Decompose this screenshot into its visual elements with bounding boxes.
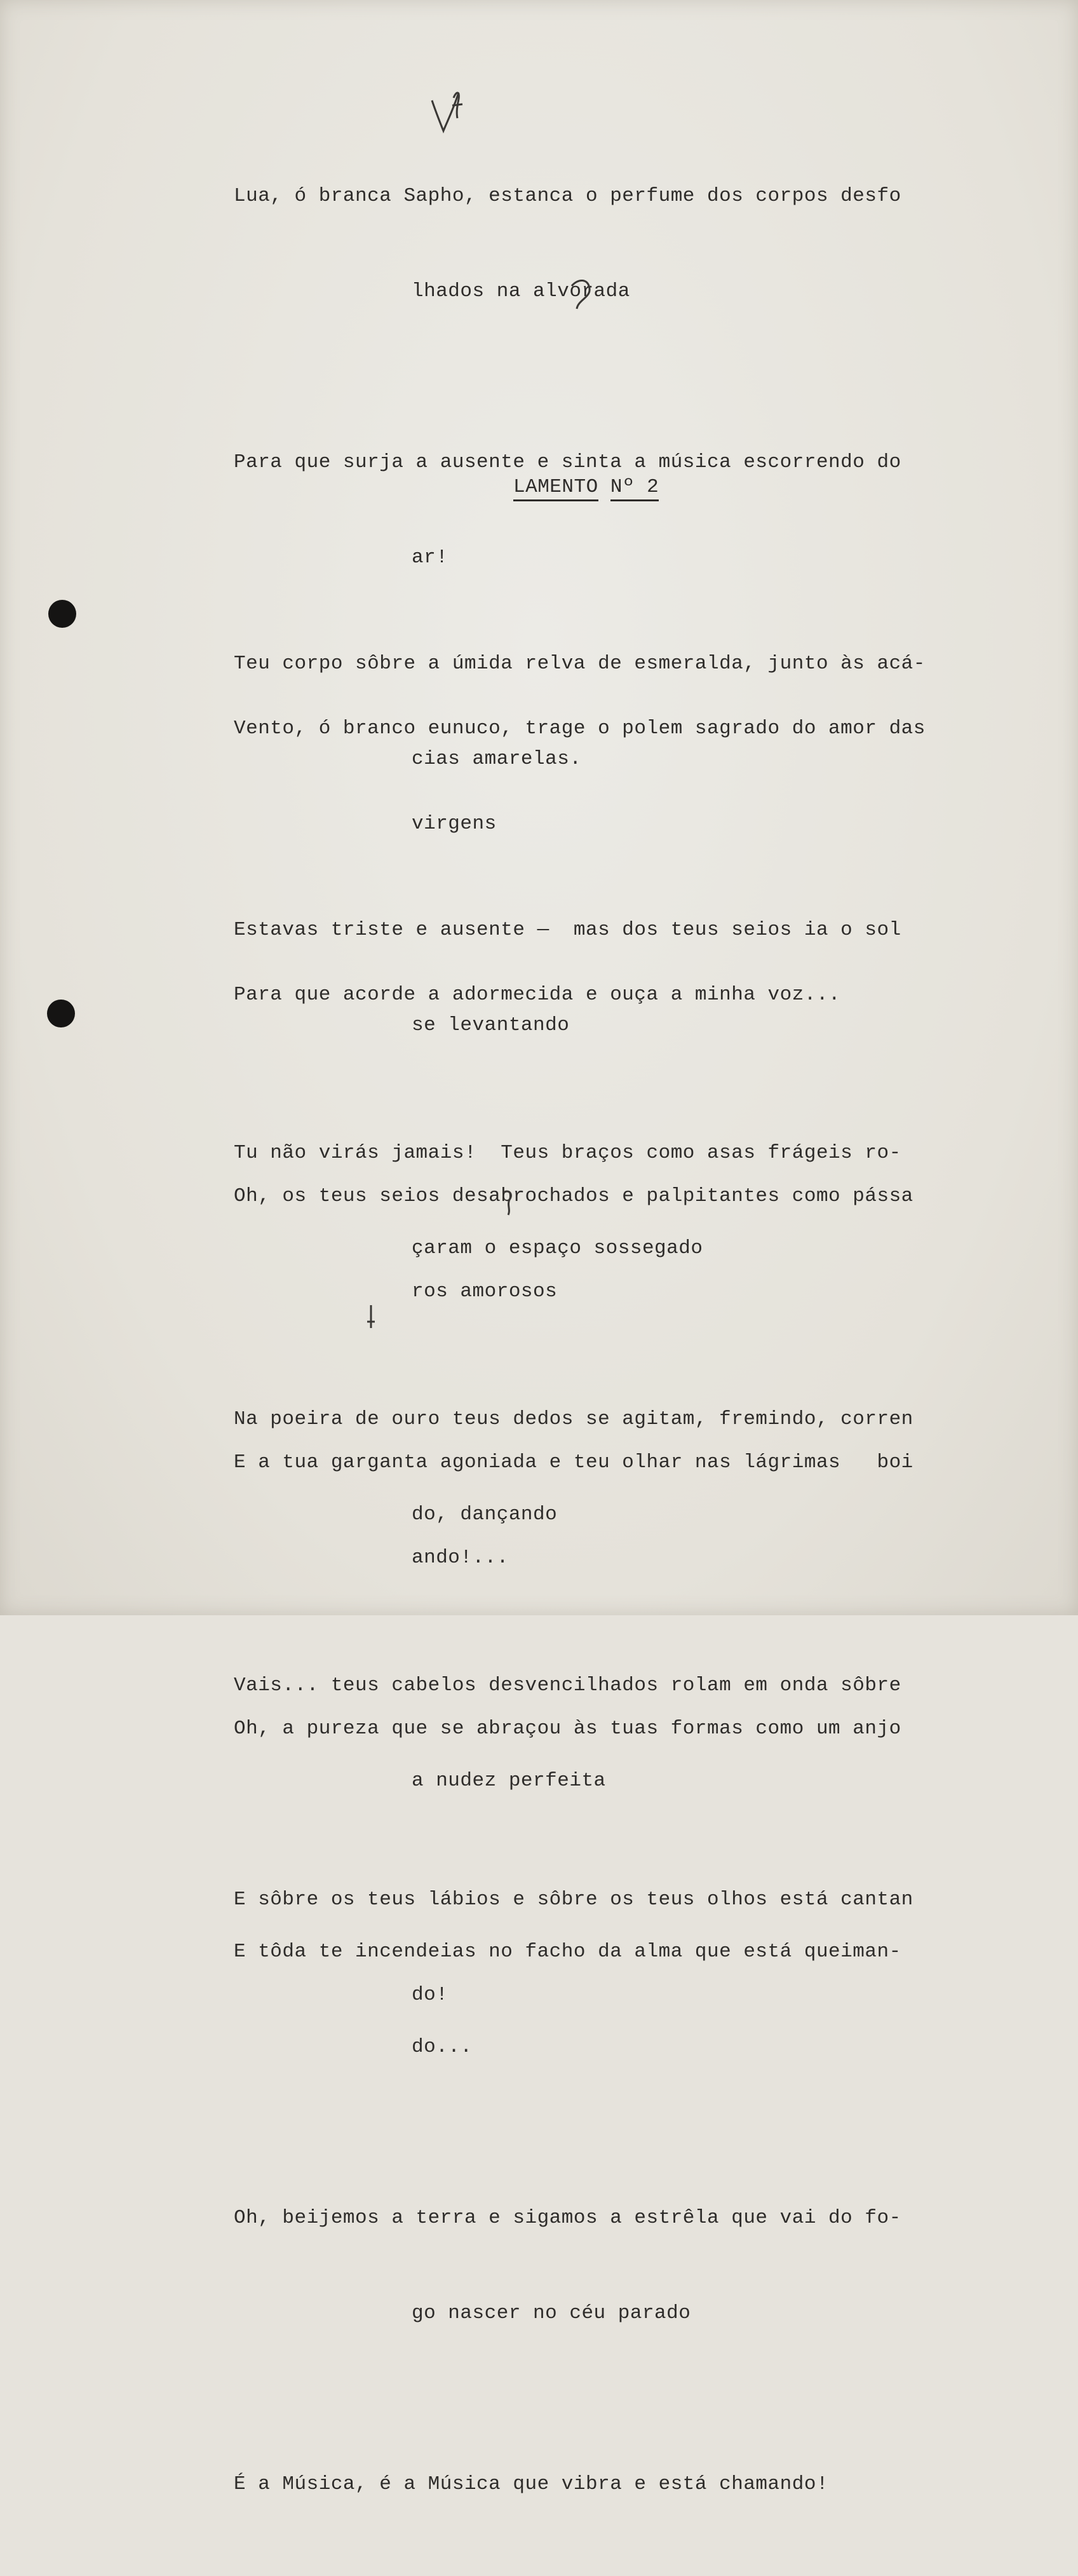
- verse-continuation: ar!: [412, 546, 448, 569]
- verse-line: Vento, ó branco eunuco, trage o polem sagrado do amor das: [234, 717, 926, 740]
- verse-line: E tôda te incendeias no facho da alma que está queiman-: [234, 1941, 901, 1963]
- punch-hole: [48, 600, 76, 628]
- section-title-word: LAMENTO: [513, 476, 598, 501]
- verse-line: É a Música, é a Música que vibra e está chamando!: [234, 2473, 829, 2495]
- verse: [234, 1074, 958, 1328]
- punch-hole: [47, 1000, 75, 1027]
- handwritten-correction-mark: [565, 267, 597, 311]
- verse-continuation: virgens: [412, 813, 497, 835]
- verse-continuation: a nudez perfeita: [412, 1770, 606, 1792]
- verse-continuation: ando!...: [412, 1547, 509, 1569]
- handwritten-correction-mark: [499, 1186, 518, 1217]
- verse-continuation: se levantando: [412, 1014, 570, 1036]
- verse-continuation: do, dançando: [412, 1503, 558, 1526]
- verse-line: Teu corpo sôbre a úmida relva de esmeralda, junto às acá-: [234, 653, 926, 675]
- verse-line: Para que surja a ausente e sinta a música escorrendo do: [234, 451, 901, 473]
- verse-continuation: do!: [412, 1984, 448, 2006]
- verse-line: Lua, ó branca Sapho, estanca o perfume dos corpos desfo: [234, 185, 901, 207]
- verse: [234, 2405, 958, 2564]
- handwritten-correction-mark: [428, 86, 479, 137]
- verse-line: Vais... teus cabelos desvencilhados rolam em onda sôbre: [234, 1674, 901, 1697]
- verse: [234, 1340, 958, 1594]
- verse-line: E a tua garganta agoniada e teu olhar nas lágrimas boi: [234, 1451, 913, 1474]
- verse-line: Estavas triste e ausente — mas dos teus seios ia o sol: [234, 919, 901, 941]
- verse: [234, 585, 958, 839]
- verse: [234, 1606, 958, 1861]
- handwritten-correction-mark: [365, 1303, 377, 1334]
- verse-continuation: cias amarelas.: [412, 748, 582, 770]
- verse: [234, 851, 958, 1105]
- section-title: [513, 471, 659, 503]
- verse-continuation: lhados na alvorada: [412, 280, 630, 302]
- verse-line: Oh, beijemos a terra e sigamos a estrêla que vai do fo-: [234, 2207, 901, 2229]
- verse-line: Oh, os teus seios desabrochados e palpitantes como pássa: [234, 1185, 913, 1207]
- section-title-number: Nº 2: [610, 476, 659, 501]
- verse-continuation: ros amorosos: [412, 1280, 558, 1303]
- verse-line: Para que acorde a adormecida e ouça a minha voz...: [234, 984, 841, 1006]
- verse: [234, 117, 958, 371]
- verse-line: Oh, a pureza que se abraçou às tuas formas como um anjo: [234, 1718, 901, 1740]
- poem-part-3: [234, 1074, 958, 2576]
- verse-line: Na poeira de ouro teus dedos se agitam, fremindo, corren: [234, 1408, 913, 1430]
- verse: [234, 1873, 958, 2127]
- verse: [234, 2139, 958, 2393]
- verse-line: E sôbre os teus lábios e sôbre os teus olhos está cantan: [234, 1888, 913, 1911]
- verse-continuation: do...: [412, 2036, 473, 2058]
- verse-continuation: çaram o espaço sossegado: [412, 1237, 703, 1259]
- verse-line: Tu não virás jamais! Teus braços como asas frágeis ro-: [234, 1142, 901, 1164]
- verse-continuation: go nascer no céu parado: [412, 2302, 691, 2324]
